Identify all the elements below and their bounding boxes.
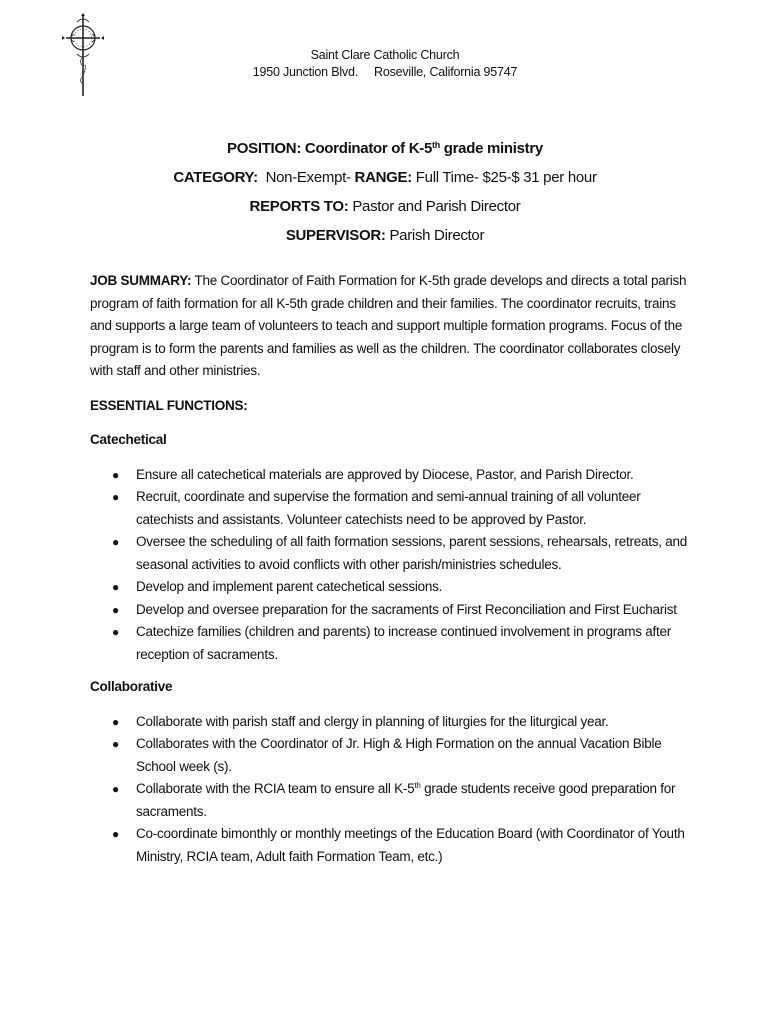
list-item: ● Collaborate with parish staff and clergy in planning of liturgies for the liturgical year.: [90, 711, 690, 734]
bullet-icon: ●: [112, 625, 119, 639]
catechetical-list: [90, 464, 690, 667]
supervisor-line: [0, 221, 770, 250]
category-label: CATEGORY:: [173, 169, 258, 186]
list-item: ● Catechize families (children and parents) to increase continued involvement in programs after reception of sacraments.: [90, 621, 690, 666]
position-header: [0, 134, 770, 250]
city-address: Roseville, California 95747: [374, 65, 518, 79]
supervisor-label: SUPERVISOR:: [285, 227, 386, 244]
bullet-icon: ●: [112, 580, 119, 594]
church-address: [0, 64, 770, 81]
bullet-icon: ●: [112, 782, 119, 796]
job-summary: [90, 270, 690, 383]
church-name: Saint Clare Catholic Church: [310, 48, 460, 62]
bullet-icon: ●: [112, 602, 119, 617]
position-line: [0, 134, 770, 163]
reports-to-value: Pastor and Parish Director: [352, 198, 521, 215]
list-item: ● Collaborates with the Coordinator of Jr. High & High Formation on the annual Vacation Bible School week (s).: [90, 733, 690, 778]
range-value: Full Time- $25-$ 31 per hour: [415, 169, 597, 186]
list-item: ● Oversee the scheduling of all faith formation sessions, parent sessions, rehearsals, retreats, and seasonal activities to avoid conflicts with other parish/ministries schedules.: [90, 531, 690, 576]
bullet-icon: ●: [112, 535, 119, 549]
list-item: ● Recruit, coordinate and supervise the formation and semi-annual training of all volunteer catechists and assistants. Volunteer catechists need to be approved by Pastor.: [90, 486, 690, 531]
letterhead: [0, 47, 770, 81]
bullet-icon: ●: [112, 467, 119, 482]
document-body: [90, 270, 690, 878]
list-item: ● Develop and implement parent catechetical sessions.: [90, 576, 690, 599]
list-item: ● Co-coordinate bimonthly or monthly meetings of the Education Board (with Coordinator of Youth Ministry, RCIA team, Adult faith Formation Team, etc.): [90, 823, 690, 868]
bullet-icon: ●: [112, 827, 119, 841]
list-item: ● Collaborate with the RCIA team to ensure all K-5th grade students receive good preparation for sacraments.: [90, 778, 690, 823]
street-address: 1950 Junction Blvd.: [252, 65, 358, 79]
category-line: [0, 163, 770, 192]
collaborative-heading: Collaborative: [90, 679, 173, 694]
reports-to-line: [0, 192, 770, 221]
job-summary-text: The Coordinator of Faith Formation for K-5th grade develops and directs a total parish program of faith formation for all K-5th grade children and their families. The coordinator recruits, trains and supports a large team of volunteers to teach and support multiple formation programs. Focus of the program is to form the parents and families as well as the children. The coordinator collaborates closely with staff and other ministries.: [90, 273, 687, 378]
bullet-icon: ●: [112, 490, 119, 504]
list-item: ● Ensure all catechetical materials are approved by Diocese, Pastor, and Parish Director.: [90, 464, 690, 487]
collaborative-list: [90, 711, 690, 869]
category-value: Non-Exempt-: [265, 169, 351, 186]
bullet-icon: ●: [112, 737, 119, 751]
supervisor-value: Parish Director: [389, 227, 485, 244]
job-summary-label: JOB SUMMARY:: [90, 273, 192, 288]
position-title: Coordinator of K-5th grade ministry: [304, 140, 543, 157]
catechetical-heading: Catechetical: [90, 432, 167, 447]
position-label: POSITION:: [227, 140, 302, 157]
essential-functions-heading: ESSENTIAL FUNCTIONS:: [90, 397, 248, 413]
bullet-icon: ●: [112, 714, 119, 729]
list-item: ● Develop and oversee preparation for the sacraments of First Reconciliation and First Eucharist: [90, 599, 690, 622]
range-label: RANGE:: [354, 169, 412, 186]
reports-to-label: REPORTS TO:: [249, 198, 349, 215]
